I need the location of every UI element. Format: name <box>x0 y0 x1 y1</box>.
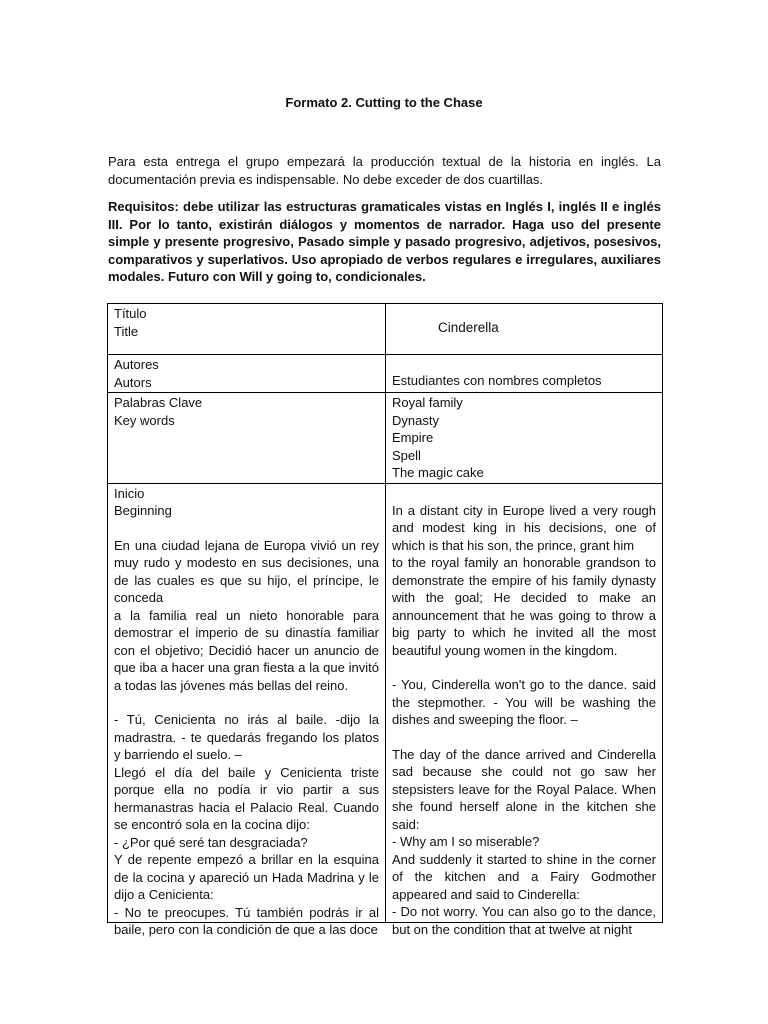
story-table <box>107 303 663 937</box>
english-paragraph: - Why am I so miserable? <box>392 834 540 849</box>
table-row-authors <box>108 355 663 393</box>
authors-value-cell <box>386 355 663 393</box>
keywords-label-en: Key words <box>114 412 175 428</box>
intro-paragraph: Para esta entrega el grupo empezará la producción textual de la historia en inglés. La documentación previa es indispensable. No debe exceder de dos cuartillas. <box>108 154 661 187</box>
keywords-label-cell <box>108 393 386 484</box>
title-label-es: Título <box>114 306 147 321</box>
table-row-keywords <box>108 393 663 484</box>
english-paragraph: In a distant city in Europe lived a very rough and modest king in his decisions, one of which is that his son, the prince, grant him <box>392 502 656 553</box>
spanish-paragraph: - Tú, Cenicienta no irás al baile. -dijo la madrastra. - te quedarás fregando los platos y barriendo el suelo. – <box>114 712 379 762</box>
english-paragraph: to the royal family an honorable grandson to demonstrate the empire of his family dynasty with the goal; He decided to make an announcement that he was going to throw a big party to which he invited all the most beautiful young women in the kingdom. <box>392 555 656 658</box>
table-row-beginning <box>108 483 663 922</box>
english-paragraph: And suddenly it started to shine in the corner of the kitchen and a Fairy Godmother appeared and said to Cinderella: <box>392 851 656 902</box>
table-row-title <box>108 304 663 355</box>
requirements-paragraph: Requisitos: debe utilizar las estructuras gramaticales vistas en Inglés I, inglés II e inglés III. Por lo tanto, existirán diálogos y momentos de narrador. Haga uso del presente simple y presente progresivo, Pasado simple y pasado progresivo, adjetivos, posesivos, comparativos y superlativos. Uso apropiado de verbos regulares e irregulares, auxiliares modales. Futuro con Will y going to, condicionales. <box>108 199 661 284</box>
beginning-english-cell <box>386 483 663 937</box>
english-paragraph: The day of the dance arrived and Cinderella sad because she could not go saw her stepsisters leave for the Royal Palace. When she found herself alone in the kitchen she said: <box>392 746 656 832</box>
spanish-paragraph: Y de repente empezó a brillar en la esquina de la cocina y apareció un Hada Madrina y le dijo a Cenicienta: <box>114 852 379 902</box>
spanish-paragraph: - No te preocupes. Tú también podrás ir al baile, pero con la condición de que a las doce <box>114 904 379 937</box>
spanish-paragraph: - ¿Por qué seré tan desgraciada? <box>114 834 308 850</box>
keywords-value-cell <box>386 393 663 484</box>
authors-label-cell <box>108 355 386 393</box>
keyword-item: Empire <box>392 430 434 445</box>
document-title: Formato 2. Cutting to the Chase <box>285 95 483 110</box>
authors-label-en: Autors <box>114 374 152 390</box>
spanish-paragraph: Llegó el día del baile y Cenicienta triste porque ella no podía ir vio partir a sus hermanastras hacia el Palacio Real. Cuando se encontró sola en la cocina dijo: <box>114 764 379 832</box>
title-value-cell <box>386 304 663 355</box>
spanish-paragraph: En una ciudad lejana de Europa vivió un rey muy rudo y modesto en sus decisiones, una de las cuales es que su hijo, el príncipe, le conceda <box>114 537 379 605</box>
spanish-paragraph: a la familia real un nieto honorable para demostrar el imperio de su dinastía familiar con el objetivo; Decidió hacer un anuncio de que iba a hacer una gran fiesta a la que invitó a todas las jóvenes más bellas del reino. <box>114 607 379 693</box>
keyword-item: The magic cake <box>392 465 484 480</box>
keyword-item: Spell <box>392 447 421 463</box>
beginning-label-en: Beginning <box>114 503 172 518</box>
authors-value: Estudiantes con nombres completos <box>392 373 602 388</box>
keyword-item: Dynasty <box>392 412 439 428</box>
english-paragraph: - Do not worry. You can also go to the dance, but on the condition that at twelve at night <box>392 904 656 937</box>
title-label-cell <box>108 304 386 355</box>
beginning-label-es: Inicio <box>114 485 145 501</box>
story-title: Cinderella <box>438 320 499 335</box>
title-label-en: Title <box>114 323 139 339</box>
beginning-spanish-cell <box>108 483 386 937</box>
authors-label-es: Autores <box>114 357 159 372</box>
keywords-label-es: Palabras Clave <box>114 395 203 410</box>
english-paragraph: - You, Cinderella won't go to the dance. said the stepmother. - You will be washing the dishes and sweeping the floor. – <box>392 677 656 727</box>
keyword-item: Royal family <box>392 395 463 410</box>
